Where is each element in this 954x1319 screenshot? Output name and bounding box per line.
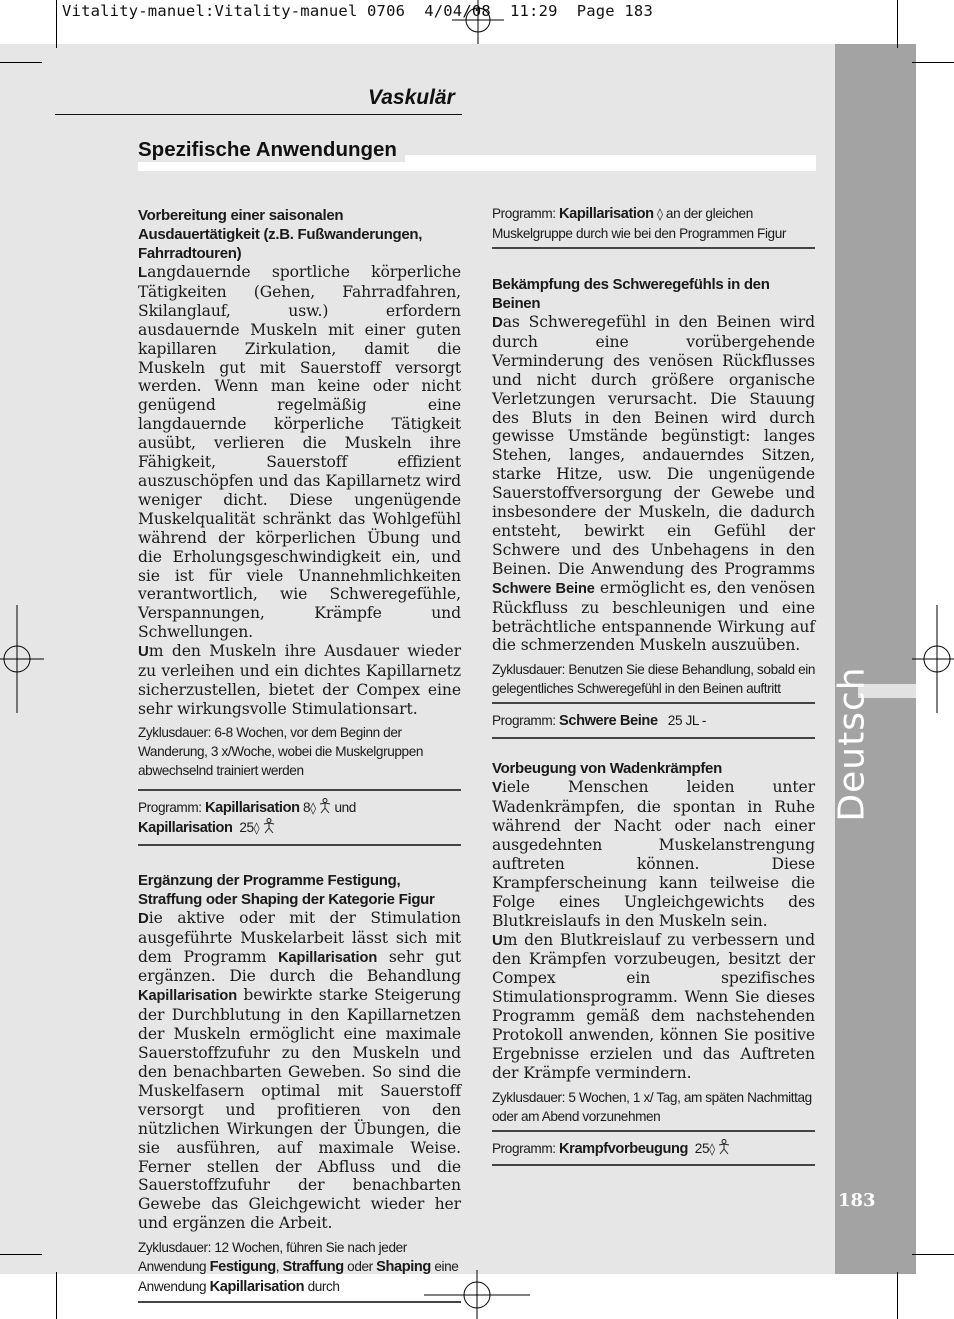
- cycle-note: Zyklusdauer: 6-8 Wochen, vor dem Beginn der Wanderung, 3 x/Woche, wobei die Muskelgruppen abwechselnd trainiert werden: [138, 724, 424, 778]
- paragraph: [138, 263, 461, 642]
- program-level: 25: [239, 819, 254, 835]
- divider: [55, 114, 462, 115]
- drop-cap: D: [492, 314, 503, 331]
- paragraph: [492, 931, 815, 1083]
- right-column: [492, 204, 815, 1166]
- diamond-icon: ◊: [253, 820, 260, 835]
- cycle-text: eine Anwendung: [138, 1259, 459, 1295]
- paragraph-text: m den Muskeln ihre Ausdauer wieder zu verleihen und ein dichtes Kapillarnetz sicherzustellen, bietet der Compex eine sehr wirkungsvolle Stimulationsart.: [138, 642, 461, 718]
- print-header: Vitality-manuel:Vitality-manuel 0706 4/04/08 11:29 Page 183: [62, 2, 653, 20]
- paragraph: [138, 642, 461, 719]
- program-label: Programm:: [138, 799, 202, 815]
- subsection-title: Bekämpfung des Schweregefühls in den Beinen: [492, 276, 770, 312]
- program-label: Programm:: [492, 713, 556, 729]
- program-label: Programm:: [492, 1140, 556, 1156]
- figure-icon: [718, 1139, 730, 1155]
- paragraph-text: angdauernde sportliche körperliche Tätigkeiten (Gehen, Fahrradfahren, Skilanglauf, usw.) erfordern ausdauernde Muskeln mit einer guten kapillaren Zirkulation, damit die Muskeln gut mit Sauerstoff versorgt werden. Wenn man keine oder nicht genügend regelmäßig eine langdauernde körperliche Tätigkeit ausübt, verlieren die Muskeln ihre Fähigkeit, Sauerstoff effizient auszuschöpfen und das Kapillarnetz wird weniger dicht. Diese ungenügende Muskelqualität schränkt das Wohlgefühl während der körperlichen Übung und die Erholungsgeschwindigkeit ein, und sie ist für viele Unannehmlichkeiten verantwortlich, wie Schweregefühle, Verspannungen, Krämpfe und Schwellungen.: [138, 263, 461, 642]
- divider: [138, 1301, 461, 1303]
- program-name: Shaping: [376, 1259, 431, 1276]
- cycle-text: ,: [275, 1259, 280, 1275]
- program-level: 8: [302, 799, 311, 815]
- program-name: Schwere Beine: [559, 713, 658, 730]
- drop-cap: U: [138, 643, 149, 661]
- cycle-text: Zyklusdauer: 12 Wochen, führen Sie nach jeder Anwendung: [138, 1240, 407, 1275]
- program-level: 25 JL -: [667, 713, 707, 729]
- program-line: [138, 798, 461, 838]
- language-tab: [835, 44, 916, 1274]
- divider: [492, 737, 815, 739]
- cycle-note: [138, 1238, 461, 1297]
- divider: [492, 247, 815, 249]
- drop-cap: V: [492, 779, 502, 797]
- drop-cap: U: [492, 931, 503, 949]
- page-number: 183: [838, 1190, 876, 1211]
- paragraph-text: iele Menschen leiden unter Wadenkrämpfen, die spontan in Ruhe während der Nacht oder nach einer ausgedehnten Muskelanstrengung auftreten können. Diese Krampferscheinung kann teilweise die Folge eines Ungleichgewichts des Blutkreislaufs in den Muskeln sein.: [492, 778, 815, 930]
- registration-mark-icon: [0, 605, 44, 713]
- paragraph-text: as Schweregefühl in den Beinen wird durch eine vorübergehende Verminderung des venösen Rückflusses und nicht durch größere organische Verletzungen verursacht. Die Stauung des Bluts in den Beinen wird durch gewisse Umstände begünstigt: langes Stehen, langes, andauerndes Sitzen, starke Hitze, usw. Die ungenügende Sauerstoffversorgung der Gewebe und insbesondere der Muskeln, die dadurch entsteht, bewirkt ein Gefühl der Schwere und des Unbehagens in den Beinen. Die Anwendung des Programms: [492, 313, 815, 578]
- crop-mark: [0, 62, 42, 63]
- crop-mark: [912, 62, 954, 63]
- figure-icon: [263, 818, 275, 834]
- program-name: Kapillarisation: [205, 799, 300, 816]
- program-label: Programm:: [492, 206, 556, 221]
- crop-mark: [56, 0, 57, 48]
- subsection-title: Vorbeugung von Wadenkrämpfen: [492, 760, 722, 778]
- diamond-icon: ◊: [656, 207, 663, 221]
- cycle-note: Zyklusdauer: Benutzen Sie diese Behandlung, sobald ein gelegentliches Schweregefühl in den Beinen auftritt: [492, 662, 816, 697]
- divider: [492, 702, 815, 704]
- program-name: Kapillarisation: [209, 1279, 305, 1296]
- divider: [492, 1164, 815, 1166]
- paragraph: [138, 909, 461, 1233]
- program-level: 25: [694, 1140, 710, 1156]
- crop-mark: [56, 1272, 57, 1319]
- program-text: an der gleichen Muskelgruppe durch wie bei den Programmen Figur: [492, 206, 787, 241]
- drop-cap: D: [138, 909, 149, 927]
- diamond-icon: ◊: [709, 1141, 715, 1156]
- page-heading: Spezifische Anwendungen: [138, 138, 405, 162]
- program-line: [492, 711, 815, 731]
- cycle-note: Zyklusdauer: 5 Wochen, 1 x/ Tag, am späten Nachmittag oder am Abend vorzunehmen: [492, 1089, 812, 1124]
- diamond-icon: ◊: [310, 800, 316, 815]
- program-name: Kapillarisation: [138, 988, 238, 1005]
- program-line: [492, 1139, 815, 1159]
- crop-mark: [897, 0, 898, 48]
- divider: [492, 1130, 815, 1132]
- section-title: Vaskulär: [368, 86, 455, 109]
- paragraph-text: ermöglicht es, den venösen Rückfluss zu beschleunigen und eine beträchtliche entspannende Wirkung auf die schmerzenden Muskeln auszuüben.: [492, 578, 816, 655]
- program-line: [492, 204, 815, 243]
- crop-mark: [897, 1272, 898, 1319]
- language-label: Deutsch: [831, 666, 873, 822]
- program-name: Festigung: [209, 1259, 276, 1276]
- program-name: Krampfvorbeugung: [559, 1140, 689, 1157]
- paragraph-text: bewirkte starke Steigerung der Durchblutung in den Kapillarnetzen der Muskeln ermöglicht eine maximale Sauerstoffzufuhr zu den Muskeln und den benachbarten Geweben. So sind die Muskelfasern optimal mit Sauerstoff versorgt und profitieren von den nützlichen Wirkungen der Übungen, die sie ausführen, auf maximale Weise. Ferner stellen der Abfluss und die Sauerstoffzufuhr der benachbarten Gewebe das Gleichgewicht wieder her und ergänzen die Arbeit.: [138, 986, 461, 1233]
- figure-icon: [319, 798, 331, 814]
- conjunction: und: [334, 799, 356, 815]
- subsection-title: Vorbereitung einer saisonalen Ausdauertätigkeit (z.B. Fußwanderungen, Fahrradtouren): [138, 207, 423, 262]
- program-name: Kapillarisation: [559, 206, 654, 222]
- cycle-text: durch: [307, 1279, 340, 1295]
- paragraph: [492, 313, 815, 655]
- paragraph-text: ie aktive oder mit der Stimulation ausgeführte Muskelarbeit lässt sich mit dem Programm: [138, 908, 461, 966]
- program-name: Kapillarisation: [138, 819, 233, 836]
- crop-mark: [912, 1254, 954, 1255]
- paragraph-text: sehr gut ergänzen. Die durch die Behandlung: [138, 947, 461, 986]
- program-name: Kapillarisation: [278, 949, 378, 966]
- paragraph: [492, 778, 815, 930]
- subsection-title: Ergänzung der Programme Festigung, Straffung oder Shaping der Kategorie Figur: [138, 871, 435, 908]
- program-name: Schwere Beine: [492, 580, 595, 597]
- registration-mark-icon: [912, 605, 954, 713]
- paragraph-text: m den Blutkreislauf zu verbessern und den Krämpfen vorzubeugen, besitzt der Compex ein spezifisches Stimulationsprogramm. Wenn Sie dieses Programm gemäß dem nachstehenden Protokoll anwenden, können Sie positive Ergebnisse erzielen und das Auftreten der Krämpfe vermindern.: [492, 930, 815, 1082]
- registration-mark-icon: [452, 0, 504, 44]
- left-column: [138, 206, 461, 1303]
- drop-cap: L: [138, 264, 148, 281]
- crop-mark: [0, 1254, 42, 1255]
- program-name: Straffung: [282, 1259, 344, 1276]
- divider: [138, 789, 461, 791]
- divider: [138, 844, 461, 846]
- cycle-text: oder: [347, 1259, 373, 1275]
